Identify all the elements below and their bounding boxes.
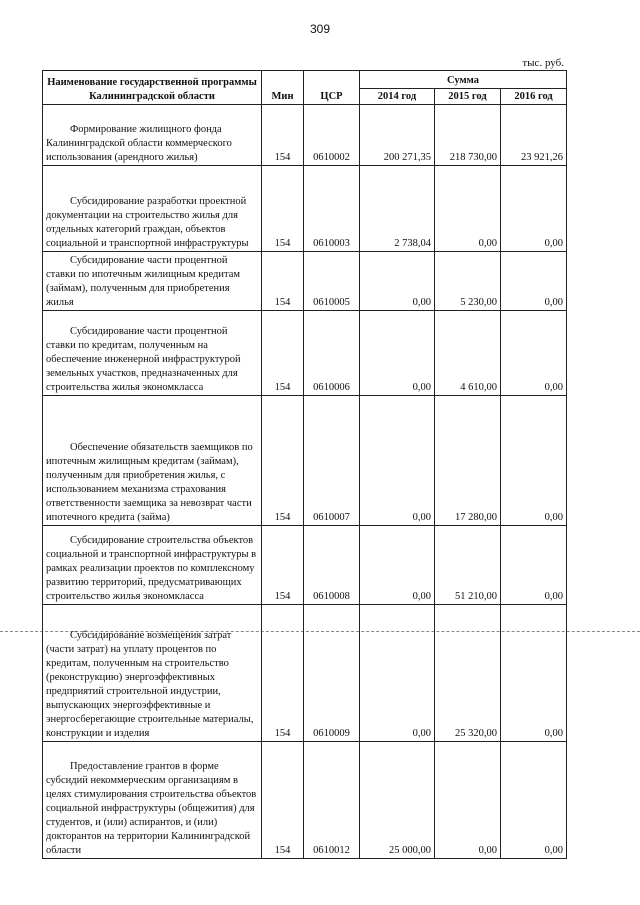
- row-2014: 2 738,04: [360, 166, 435, 252]
- row-min: 154: [262, 526, 304, 605]
- header-csr: ЦСР: [304, 71, 360, 105]
- row-csr: 0610007: [304, 396, 360, 526]
- table-row: [43, 311, 567, 396]
- row-name: Субсидирование части процентной ставки по кредитам, полученным на обеспечение инженерной инфраструктурой земельных участков, предназначенных для строительства жилья экономкласса: [43, 311, 262, 396]
- row-2016: 0,00: [501, 311, 567, 396]
- row-2014: 0,00: [360, 396, 435, 526]
- row-2016: 0,00: [501, 605, 567, 742]
- row-name: Формирование жилищного фонда Калининградской области коммерческого использования (арендного жилья): [43, 105, 262, 166]
- row-name: Обеспечение обязательств заемщиков по ипотечным жилищным кредитам (займам), полученным для приобретения жилья, с использованием механизма страхования ответственности заемщика за невозврат части ипотечного кредита (займа): [43, 396, 262, 526]
- table-row: [43, 252, 567, 311]
- row-name: Субсидирование возмещения затрат (части затрат) на уплату процентов по кредитам, полученным на строительство (реконструкцию) энергоэффективных предприятий строительной индустрии, выпускающих энергоэффективные и энергосберегающие строительные материалы, конструкции и изделия: [43, 605, 262, 742]
- row-min: 154: [262, 105, 304, 166]
- row-2014: 0,00: [360, 526, 435, 605]
- row-csr: 0610008: [304, 526, 360, 605]
- row-2016: 0,00: [501, 166, 567, 252]
- row-csr: 0610003: [304, 166, 360, 252]
- row-csr: 0610006: [304, 311, 360, 396]
- row-min: 154: [262, 396, 304, 526]
- table-row: [43, 742, 567, 859]
- row-2015: 5 230,00: [435, 252, 501, 311]
- row-2015: 17 280,00: [435, 396, 501, 526]
- row-csr: 0610009: [304, 605, 360, 742]
- table-row: [43, 396, 567, 526]
- row-min: 154: [262, 742, 304, 859]
- header-name: Наименование государственной программы Калининградской области: [43, 71, 262, 105]
- row-2015: 4 610,00: [435, 311, 501, 396]
- row-name: Субсидирование разработки проектной документации на строительство жилья для отдельных категорий граждан, объектов социальной и транспортной инфраструктуры: [43, 166, 262, 252]
- row-2015: 51 210,00: [435, 526, 501, 605]
- row-name: Субсидирование строительства объектов социальной и транспортной инфраструктуры в рамках реализации проектов по комплексному развитию территорий, предусматривающих строительство жилья экономкласса: [43, 526, 262, 605]
- row-2015: 218 730,00: [435, 105, 501, 166]
- row-2015: 0,00: [435, 742, 501, 859]
- row-csr: 0610012: [304, 742, 360, 859]
- header-2015: 2015 год: [435, 89, 501, 105]
- header-min: Мин: [262, 71, 304, 105]
- row-csr: 0610002: [304, 105, 360, 166]
- row-2015: 25 320,00: [435, 605, 501, 742]
- budget-table: [42, 70, 567, 859]
- table-row: [43, 166, 567, 252]
- row-2014: 200 271,35: [360, 105, 435, 166]
- row-name: Предоставление грантов в форме субсидий некоммерческим организациям в целях стимулирования строительства объектов социальной инфраструктуры (общежития) для студентов, и (или) аспирантов, и (или) докторантов на территории Калининградской области: [43, 742, 262, 859]
- row-2014: 25 000,00: [360, 742, 435, 859]
- row-2014: 0,00: [360, 605, 435, 742]
- header-2016: 2016 год: [501, 89, 567, 105]
- table-row: [43, 105, 567, 166]
- row-2015: 0,00: [435, 166, 501, 252]
- row-2016: 0,00: [501, 742, 567, 859]
- units-label: тыс. руб.: [522, 57, 564, 69]
- table-row: [43, 526, 567, 605]
- page-number: 309: [309, 22, 331, 36]
- header-2014: 2014 год: [360, 89, 435, 105]
- row-2014: 0,00: [360, 252, 435, 311]
- row-min: 154: [262, 166, 304, 252]
- row-2014: 0,00: [360, 311, 435, 396]
- row-min: 154: [262, 605, 304, 742]
- row-2016: 23 921,26: [501, 105, 567, 166]
- row-name: Субсидирование части процентной ставки по ипотечным жилищным кредитам (займам), полученным для приобретения жилья: [43, 252, 262, 311]
- row-2016: 0,00: [501, 396, 567, 526]
- row-min: 154: [262, 252, 304, 311]
- table-row: [43, 605, 567, 742]
- row-2016: 0,00: [501, 526, 567, 605]
- row-2016: 0,00: [501, 252, 567, 311]
- row-min: 154: [262, 311, 304, 396]
- header-sum: Сумма: [360, 71, 567, 89]
- row-csr: 0610005: [304, 252, 360, 311]
